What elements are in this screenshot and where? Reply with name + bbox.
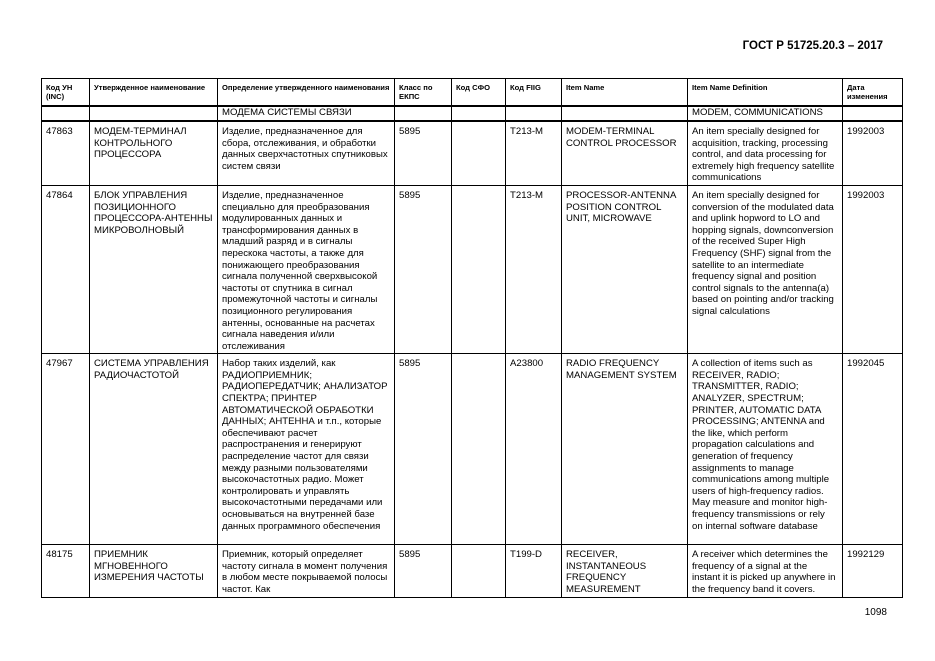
cell-date: 1992045 (843, 354, 903, 545)
cell-definition-en: A receiver which determines the frequency of a signal at the instant it is picked up anywhere in the frequency band it covers. (688, 545, 843, 598)
cell-ekps: 5895 (395, 121, 452, 185)
cell-fiig: T213-M (506, 185, 562, 353)
cell-definition-ru: Изделие, предназначенное для сбора, отслеживания, и обработки данных сверхчастотных спутниковых систем связи (218, 121, 395, 185)
col-header-change-date: Дата изменения (843, 79, 903, 107)
cell-definition-en: An item specially designed for conversion of the modulated data and uplink hopword to LO and hopping signals, downconversion of the received Super High Frequency (SHF) signal from the satellite to an intermediate frequency signal and position control signals to the antenna(a) based on pointing and/or tracking signal calculations (688, 185, 843, 353)
cell-fiig: A23800 (506, 354, 562, 545)
col-header-inc: Код УН (INC) (42, 79, 90, 107)
cell-inc: 47864 (42, 185, 90, 353)
page-number: 1098 (864, 607, 887, 618)
cell-ekps: 5895 (395, 185, 452, 353)
cell-definition-ru: Изделие, предназначенное специально для преобразования модулированных данных и трансформирования данных в младший разряд и в сигналы перескока частоты, а также для понижающего преобразования сигнала полученной сверхвысокой частоты от спутника в сигнал промежуточной частоты и сигналы позиционного регулирования антенны, основанные на расчетах сигнала наведения и/или отслеживания (218, 185, 395, 353)
col-header-approved-name: Утвержденное наименование (90, 79, 218, 107)
cell-date: 1992003 (843, 121, 903, 185)
cell-definition-en: A collection of items such as RECEIVER, RADIO; TRANSMITTER, RADIO; ANALYZER, SPECTRUM; PRINTER, AUTOMATIC DATA PROCESSING; ANTENNA and the like, which perform propagation calculations and generation of frequency assignments to manage communications among multiple users of high-frequency radios. May measure and monitor high-frequency transmissions or rely on internal software database (688, 354, 843, 545)
cell-name-en: RECEIVER, INSTANTANEOUS FREQUENCY MEASUREMENT (562, 545, 688, 598)
cell-fiig: T199-D (506, 545, 562, 598)
table-header-row (42, 79, 903, 107)
cell-sfo (452, 121, 506, 185)
table-row (42, 185, 903, 353)
cell-ekps: 5895 (395, 545, 452, 598)
col-header-definition: Определение утвержденного наименования (218, 79, 395, 107)
cell-sfo (452, 545, 506, 598)
cell-sfo (452, 354, 506, 545)
section-title-en: MODEM, COMMUNICATIONS (688, 106, 843, 121)
table-row (42, 121, 903, 185)
cell-ekps: 5895 (395, 354, 452, 545)
cell-sfo (452, 185, 506, 353)
col-header-sfo-code: Код СФО (452, 79, 506, 107)
section-row (42, 106, 903, 121)
cell-name-ru: МОДЕМ-ТЕРМИНАЛ КОНТРОЛЬНОГО ПРОЦЕССОРА (90, 121, 218, 185)
cell-fiig: T213-M (506, 121, 562, 185)
section-title-ru: МОДЕМА СИСТЕМЫ СВЯЗИ (218, 106, 395, 121)
cell-name-en: RADIO FREQUENCY MANAGEMENT SYSTEM (562, 354, 688, 545)
cell-definition-en: An item specially designed for acquisition, tracking, processing control, and data processing for extremely high frequency satellite communications (688, 121, 843, 185)
cell-inc: 47863 (42, 121, 90, 185)
cell-definition-ru: Набор таких изделий, как РАДИОПРИЕМНИК; РАДИОПЕРЕДАТЧИК; АНАЛИЗАТОР СПЕКТРА; ПРИНТЕР АВТОМАТИЧЕСКОЙ ОБРАБОТКИ ДАННЫХ; АНТЕННА и т.п., которые обеспечивают расчет распространения и генерируют распределение частот для связи между разными пользователями высокочастотных радио. Может контролировать и управлять высокочастотными передачами или основываться на внутренней базе данных программного обеспечения (218, 354, 395, 545)
cell-name-en: MODEM-TERMINAL CONTROL PROCESSOR (562, 121, 688, 185)
cell-name-ru: ПРИЕМНИК МГНОВЕННОГО ИЗМЕРЕНИЯ ЧАСТОТЫ (90, 545, 218, 598)
cell-name-ru: БЛОК УПРАВЛЕНИЯ ПОЗИЦИОННОГО ПРОЦЕССОРА-АНТЕННЫ МИКРОВОЛНОВЫЙ (90, 185, 218, 353)
document-id: ГОСТ Р 51725.20.3 – 2017 (742, 40, 883, 52)
table-row (42, 354, 903, 545)
cell-date: 1992129 (843, 545, 903, 598)
col-header-fiig-code: Код FIIG (506, 79, 562, 107)
cell-date: 1992003 (843, 185, 903, 353)
cell-name-en: PROCESSOR-ANTENNA POSITION CONTROL UNIT, MICROWAVE (562, 185, 688, 353)
table-row (42, 545, 903, 598)
cell-inc: 48175 (42, 545, 90, 598)
col-header-item-name-definition: Item Name Definition (688, 79, 843, 107)
cell-definition-ru: Приемник, который определяет частоту сигнала в момент получения в любом месте покрываемой полосы частот. Как (218, 545, 395, 598)
cell-name-ru: СИСТЕМА УПРАВЛЕНИЯ РАДИОЧАСТОТОЙ (90, 354, 218, 545)
col-header-ekps-class: Класс по ЕКПС (395, 79, 452, 107)
cell-inc: 47967 (42, 354, 90, 545)
nomenclature-table (41, 78, 903, 598)
col-header-item-name: Item Name (562, 79, 688, 107)
